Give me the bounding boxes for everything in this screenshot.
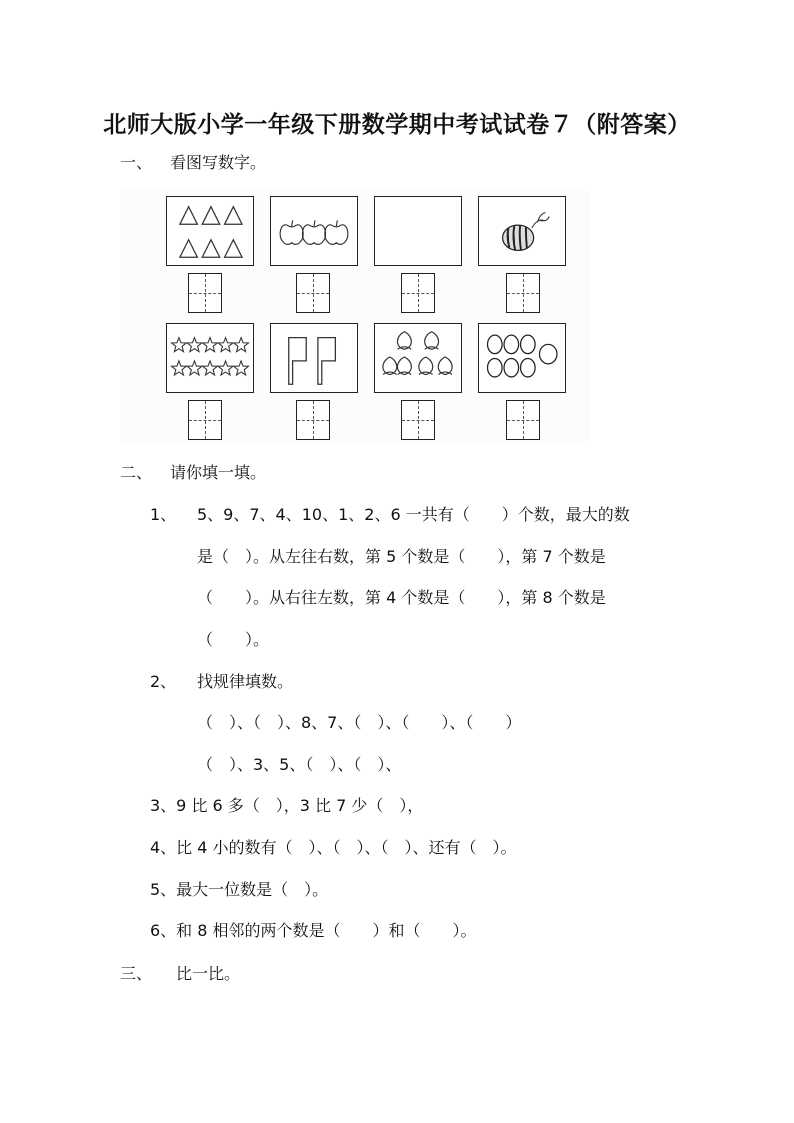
picture-flags — [270, 323, 358, 393]
question-1-line-3: （ ）。从右往左数，第 4 个数是（ ），第 8 个数是 — [197, 588, 606, 607]
picture-watermelon — [478, 196, 566, 266]
answer-box[interactable] — [188, 400, 222, 440]
picture-apples — [270, 196, 358, 266]
question-3: 3、9 比 6 多（ ），3 比 7 少（ ）， — [150, 796, 424, 815]
question-4: 4、比 4 小的数有（ ）、（ ）、（ ）、还有（ ）。 — [150, 838, 517, 857]
question-2-label: 找规律填数。 — [197, 672, 294, 691]
picture-empty — [374, 196, 462, 266]
section-1-number: 一、 — [120, 153, 153, 172]
peach-icon — [438, 357, 452, 374]
section-2-label: 请你填一填。 — [170, 463, 267, 482]
answer-box[interactable] — [188, 273, 222, 313]
answer-box[interactable] — [506, 273, 540, 313]
star-icon — [234, 361, 249, 375]
section-1-label: 看图写数字。 — [170, 153, 267, 172]
star-icon — [187, 361, 202, 375]
star-icon — [234, 338, 249, 352]
peach-icon — [419, 357, 433, 374]
question-5: 5、最大一位数是（ ）。 — [150, 880, 329, 899]
star-icon — [203, 338, 218, 352]
answer-box[interactable] — [401, 400, 435, 440]
section-2-number: 二、 — [120, 463, 153, 482]
picture-stars — [166, 323, 254, 393]
peach-icon — [383, 357, 397, 374]
star-icon — [187, 338, 202, 352]
question-1-line-1: 5、9、7、4、10、1、2、6 一共有（ ）个数，最大的数 — [197, 505, 630, 524]
question-6: 6、和 8 相邻的两个数是（ ）和（ ）。 — [150, 921, 477, 940]
answer-box[interactable] — [401, 273, 435, 313]
sequence-1: （ ）、（ ）、8、7、（ ）、（ ）、（ ） — [197, 713, 522, 732]
answer-box[interactable] — [506, 400, 540, 440]
peach-icon — [397, 357, 411, 374]
picture-grid — [120, 190, 590, 442]
peach-icon — [397, 332, 411, 349]
picture-triangles — [166, 196, 254, 266]
question-2-number: 2、 — [150, 672, 177, 691]
page-title: 北师大版小学一年级下册数学期中考试试卷７（附答案） — [103, 112, 691, 138]
star-icon — [218, 338, 233, 352]
picture-ovals — [478, 323, 566, 393]
answer-box[interactable] — [296, 273, 330, 313]
star-icon — [203, 361, 218, 375]
question-1-line-4: （ ）。 — [197, 630, 270, 649]
picture-peaches — [374, 323, 462, 393]
star-icon — [218, 361, 233, 375]
answer-box[interactable] — [296, 400, 330, 440]
sequence-2: （ ）、3、5、（ ）、（ ）、 — [197, 755, 402, 774]
star-icon — [172, 361, 187, 375]
question-1-number: 1、 — [150, 505, 177, 524]
section-3-number: 三、 — [120, 964, 153, 983]
question-1-line-2: 是（ ）。从左往右数，第 5 个数是（ ），第 7 个数是 — [197, 547, 606, 566]
star-icon — [172, 338, 187, 352]
peach-icon — [425, 332, 439, 349]
section-3-label: 比一比。 — [176, 964, 241, 983]
